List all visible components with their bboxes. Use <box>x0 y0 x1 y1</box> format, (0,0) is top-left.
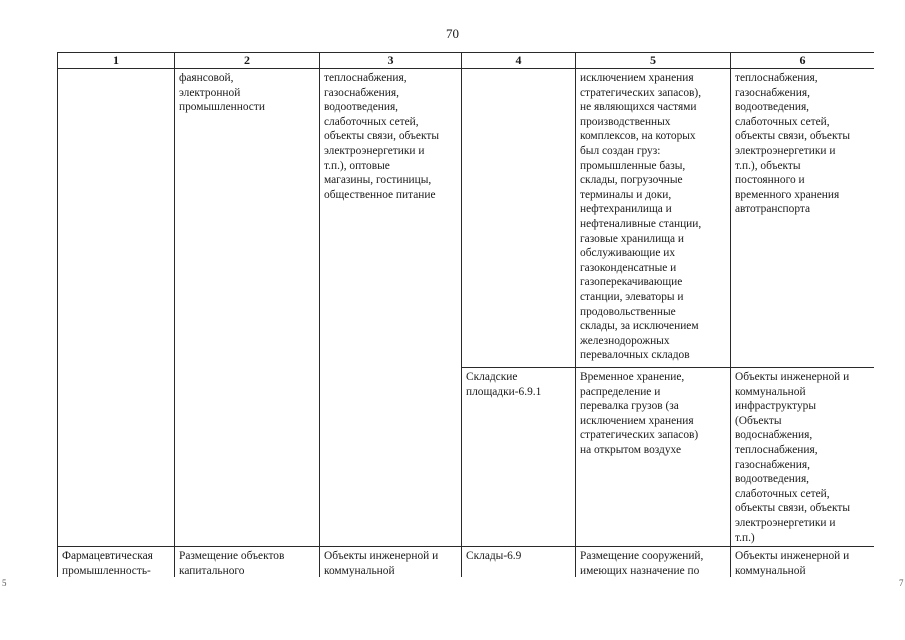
land-use-table-container <box>57 52 874 577</box>
column-header-5: 5 <box>576 53 731 69</box>
cell-use-description: Временное хранение, распределение и перевалка грузов (за исключением хранения стратегических запасов) на открытом воздухе <box>576 368 731 547</box>
cell-auxiliary-uses: Объекты инженерной и коммунальной <box>320 547 462 578</box>
cell-use-type: Склады-6.9 <box>462 547 576 578</box>
cell-permitted-objects: Объекты инженерной и коммунальной <box>731 547 875 578</box>
cell-permitted-objects: теплоснабжения, газоснабжения, водоотведения, слаботочных сетей, объекты связи, объекты электроэнергетики и т.п.), объекты постоянного и временного хранения автотранспорта <box>731 69 875 368</box>
cell-auxiliary-uses: теплоснабжения, газоснабжения, водоотведения, слаботочных сетей, объекты связи, объекты электроэнергетики и т.п.), оптовые магазины, гостиницы, общественное питание <box>320 69 462 547</box>
cell-main-use-description: Размещение объектов капитального <box>175 547 320 578</box>
margin-mark-left: 5 <box>2 578 7 588</box>
cell-zone-name <box>58 69 175 547</box>
margin-mark-right: 7 <box>899 578 904 588</box>
cell-use-description: исключением хранения стратегических запасов), не являющихся частями производственных комплексов, на которых был создан груз: промышленные базы, склады, погрузочные терминалы и доки, нефтехранилища и нефтеналивные станции, газовые хранилища и обслуживающие их газоконденсатные и газоперекачивающие станции, элеваторы и продовольственные склады, за исключением железнодорожных перевалочных складов <box>576 69 731 368</box>
cell-use-description: Размещение сооружений, имеющих назначение по <box>576 547 731 578</box>
column-header-1: 1 <box>58 53 175 69</box>
table-row <box>58 547 875 578</box>
column-header-3: 3 <box>320 53 462 69</box>
land-use-table <box>57 52 874 577</box>
column-header-2: 2 <box>175 53 320 69</box>
cell-permitted-objects: Объекты инженерной и коммунальной инфраструктуры (Объекты водоснабжения, теплоснабжения, газоснабжения, водоотведения, слаботочных сетей, объекты связи, объекты электроэнергетики и т.п.) <box>731 368 875 547</box>
header-row <box>58 53 875 69</box>
table-row <box>58 69 875 368</box>
column-header-6: 6 <box>731 53 875 69</box>
column-header-4: 4 <box>462 53 576 69</box>
cell-use-type <box>462 69 576 368</box>
cell-main-use-description: фаянсовой, электронной промышленности <box>175 69 320 547</box>
cell-use-type: Складские площадки-6.9.1 <box>462 368 576 547</box>
page-number: 70 <box>446 26 459 41</box>
cell-zone-name: Фармацевтическая промышленность- <box>58 547 175 578</box>
